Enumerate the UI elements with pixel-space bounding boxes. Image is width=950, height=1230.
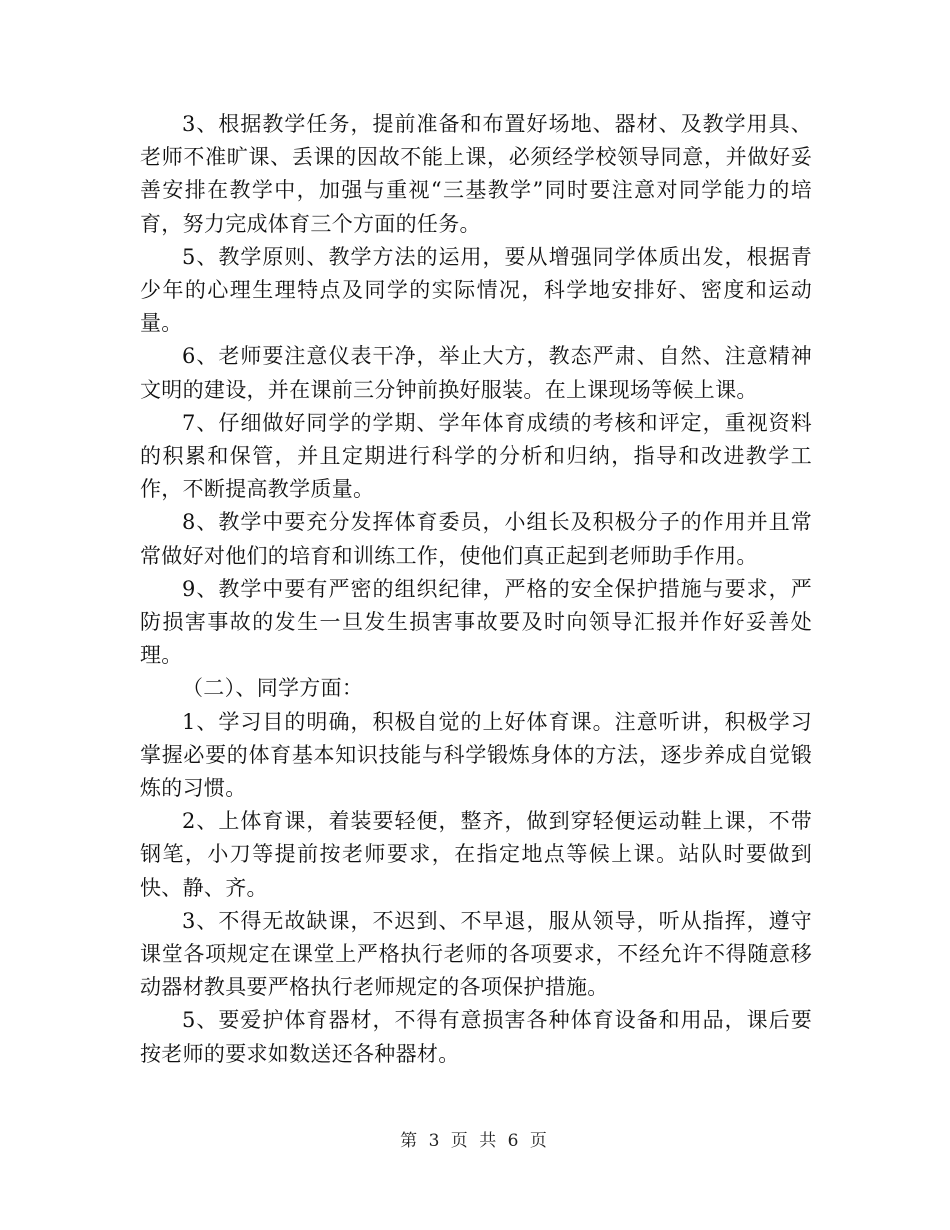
paragraph-teacher-item-5: 5、教学原则、教学方法的运用，要从增强同学体质出发，根据青少年的心理生理特点及同学的实际情况，科学地安排好、密度和运动量。 xyxy=(140,244,812,336)
paragraph-student-item-3: 3、不得无故缺课，不迟到、不早退，服从领导，听从指挥，遵守课堂各项规定在课堂上严格执行老师的各项要求，不经允许不得随意移动器材教具要严格执行老师规定的各项保护措施。 xyxy=(140,908,812,1000)
paragraph-student-item-5: 5、要爱护体育器材，不得有意损害各种体育设备和用品，课后要按老师的要求如数送还各种器材。 xyxy=(140,1008,812,1066)
paragraph-student-item-2: 2、上体育课，着装要轻便，整齐，做到穿轻便运动鞋上课，不带钢笔，小刀等提前按老师要求，在指定地点等候上课。站队时要做到快、静、齐。 xyxy=(140,809,812,900)
page-number-footer: 第 3 页 共 6 页 xyxy=(400,1131,550,1151)
paragraph-teacher-item-9: 9、教学中要有严密的组织纪律，严格的安全保护措施与要求，严防损害事故的发生一旦发生损害事故要及时向领导汇报并作好妥善处理。 xyxy=(140,576,812,668)
paragraph-teacher-item-8: 8、教学中要充分发挥体育委员，小组长及积极分子的作用并且常常做好对他们的培育和训练工作，使他们真正起到老师助手作用。 xyxy=(140,510,812,568)
section-heading-students: （二）、同学方面： xyxy=(182,676,364,701)
paragraph-teacher-item-3: 3、根据教学任务，提前准备和布置好场地、器材、及教学用具、老师不准旷课、丢课的因故不能上课，必须经学校领导同意，并做好妥善安排在教学中，加强与重视“三基教学”同时要注意对同学能力的培育，努力完成体育三个方面的任务。 xyxy=(140,112,812,236)
document-body xyxy=(140,108,812,1071)
paragraph-teacher-item-6: 6、老师要注意仪表干净，举止大方，教态严肃、自然、注意精神文明的建设，并在课前三分钟前换好服装。在上课现场等候上课。 xyxy=(140,344,812,402)
paragraph-student-item-1: 1、学习目的明确，积极自觉的上好体育课。注意听讲，积极学习掌握必要的体育基本知识技能与科学锻炼身体的方法，逐步养成自觉锻炼的习惯。 xyxy=(140,709,812,801)
paragraph-teacher-item-7: 7、仔细做好同学的学期、学年体育成绩的考核和评定，重视资料的积累和保管，并且定期进行科学的分析和归纳，指导和改进教学工作，不断提高教学质量。 xyxy=(140,410,812,502)
